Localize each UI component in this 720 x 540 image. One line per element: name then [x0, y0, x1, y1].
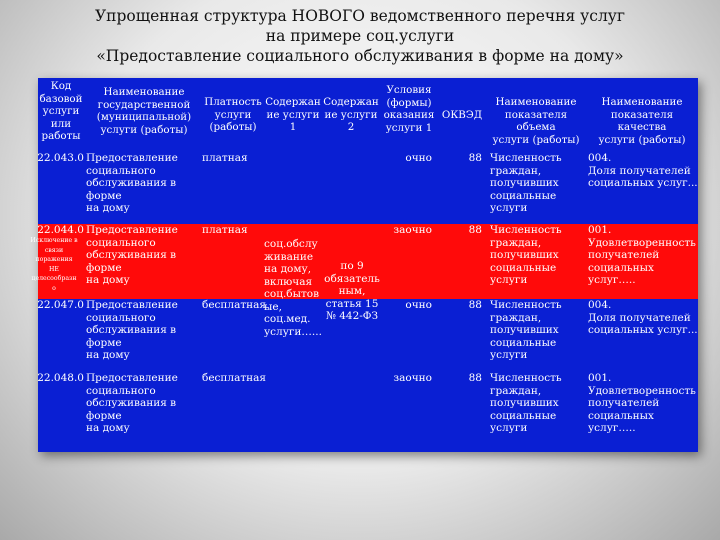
row-3-conditions: очно: [405, 299, 432, 311]
header-name: Наименование государственной (муниципальной) услуги (работы): [96, 86, 192, 136]
title-line-2: на примере соц.услуги: [265, 27, 455, 45]
row-1-quality: 004. Доля получателей социальных услуг...: [588, 152, 698, 189]
header-quality: Наименование показателя качества услуги (работы): [598, 96, 686, 146]
row-3-quality: 004. Доля получателей социальных услуг...: [588, 299, 698, 336]
merged-content-1: соц.обслу живание на дому, включая соц.бытов ые, соц.мед. услуги…...: [264, 238, 322, 338]
row-1-code: 22.043.0: [37, 152, 84, 164]
row-3-code: 22.047.0: [37, 299, 84, 311]
row-4-volume: Численность граждан, получивших социальные услуги: [490, 372, 562, 434]
row-2-volume: Численность граждан, получивших социальные услуги: [490, 224, 562, 286]
row-3-name: Предоставление социального обслуживания в форме на дому: [86, 299, 178, 361]
row-4-okved: 88: [468, 372, 482, 384]
services-table: [30, 78, 698, 452]
row-2-conditions: заочно: [393, 224, 432, 236]
header-code: Код базовой услуги или работы: [39, 80, 83, 142]
row-1-volume: Численность граждан, получивших социальные услуги: [490, 152, 562, 214]
title-line-1: Упрощенная структура НОВОГО ведомственного перечня услуг: [94, 7, 626, 25]
row-1-payment: платная: [202, 152, 248, 164]
header-conditions: Условия (формы) оказания услуги 1: [383, 84, 435, 134]
row-4-code: 22.048.0: [37, 372, 84, 384]
row-4-payment: бесплатная: [202, 372, 267, 384]
row-1-name: Предоставление социального обслуживания в форме на дому: [86, 152, 178, 214]
row-2-okved: 88: [468, 224, 482, 236]
header-content-1: Содержан ие услуги 1: [265, 96, 321, 133]
row-1-conditions: очно: [405, 152, 432, 164]
row-3-payment: бесплатная: [202, 299, 267, 311]
row-3-volume: Численность граждан, получивших социальные услуги: [490, 299, 562, 361]
header-content-2: Содержан ие услуги 2: [323, 96, 379, 133]
merged-content-2: по 9 обязатель ным, статья 15 № 442-ФЗ: [324, 260, 380, 322]
row-2-name: Предоставление социального обслуживания в форме на дому: [86, 224, 178, 286]
title-line-3: «Предоставление социального обслуживания в форме на дому»: [96, 47, 624, 65]
row-2-code: 22.044.0: [37, 224, 84, 236]
row-2-payment: платная: [202, 224, 248, 236]
row-4-name: Предоставление социального обслуживания в форме на дому: [86, 372, 178, 434]
row-4-conditions: заочно: [393, 372, 432, 384]
row-4-quality: 001. Удовлетворенность получателей социальных услуг…..: [588, 372, 696, 434]
row-2-quality: 001. Удовлетворенность получателей социальных услуг…..: [588, 224, 696, 286]
header-okved: ОКВЭД: [441, 109, 483, 121]
row-1-okved: 88: [468, 152, 482, 164]
slide-title: [0, 6, 720, 66]
header-payment: Платность услуги (работы): [204, 96, 262, 133]
row-2-note: Исключение в связи поражения НЕ целесообразн о: [30, 237, 78, 292]
row-3-okved: 88: [468, 299, 482, 311]
header-volume: Наименование показателя объема услуги (работы): [492, 96, 580, 146]
